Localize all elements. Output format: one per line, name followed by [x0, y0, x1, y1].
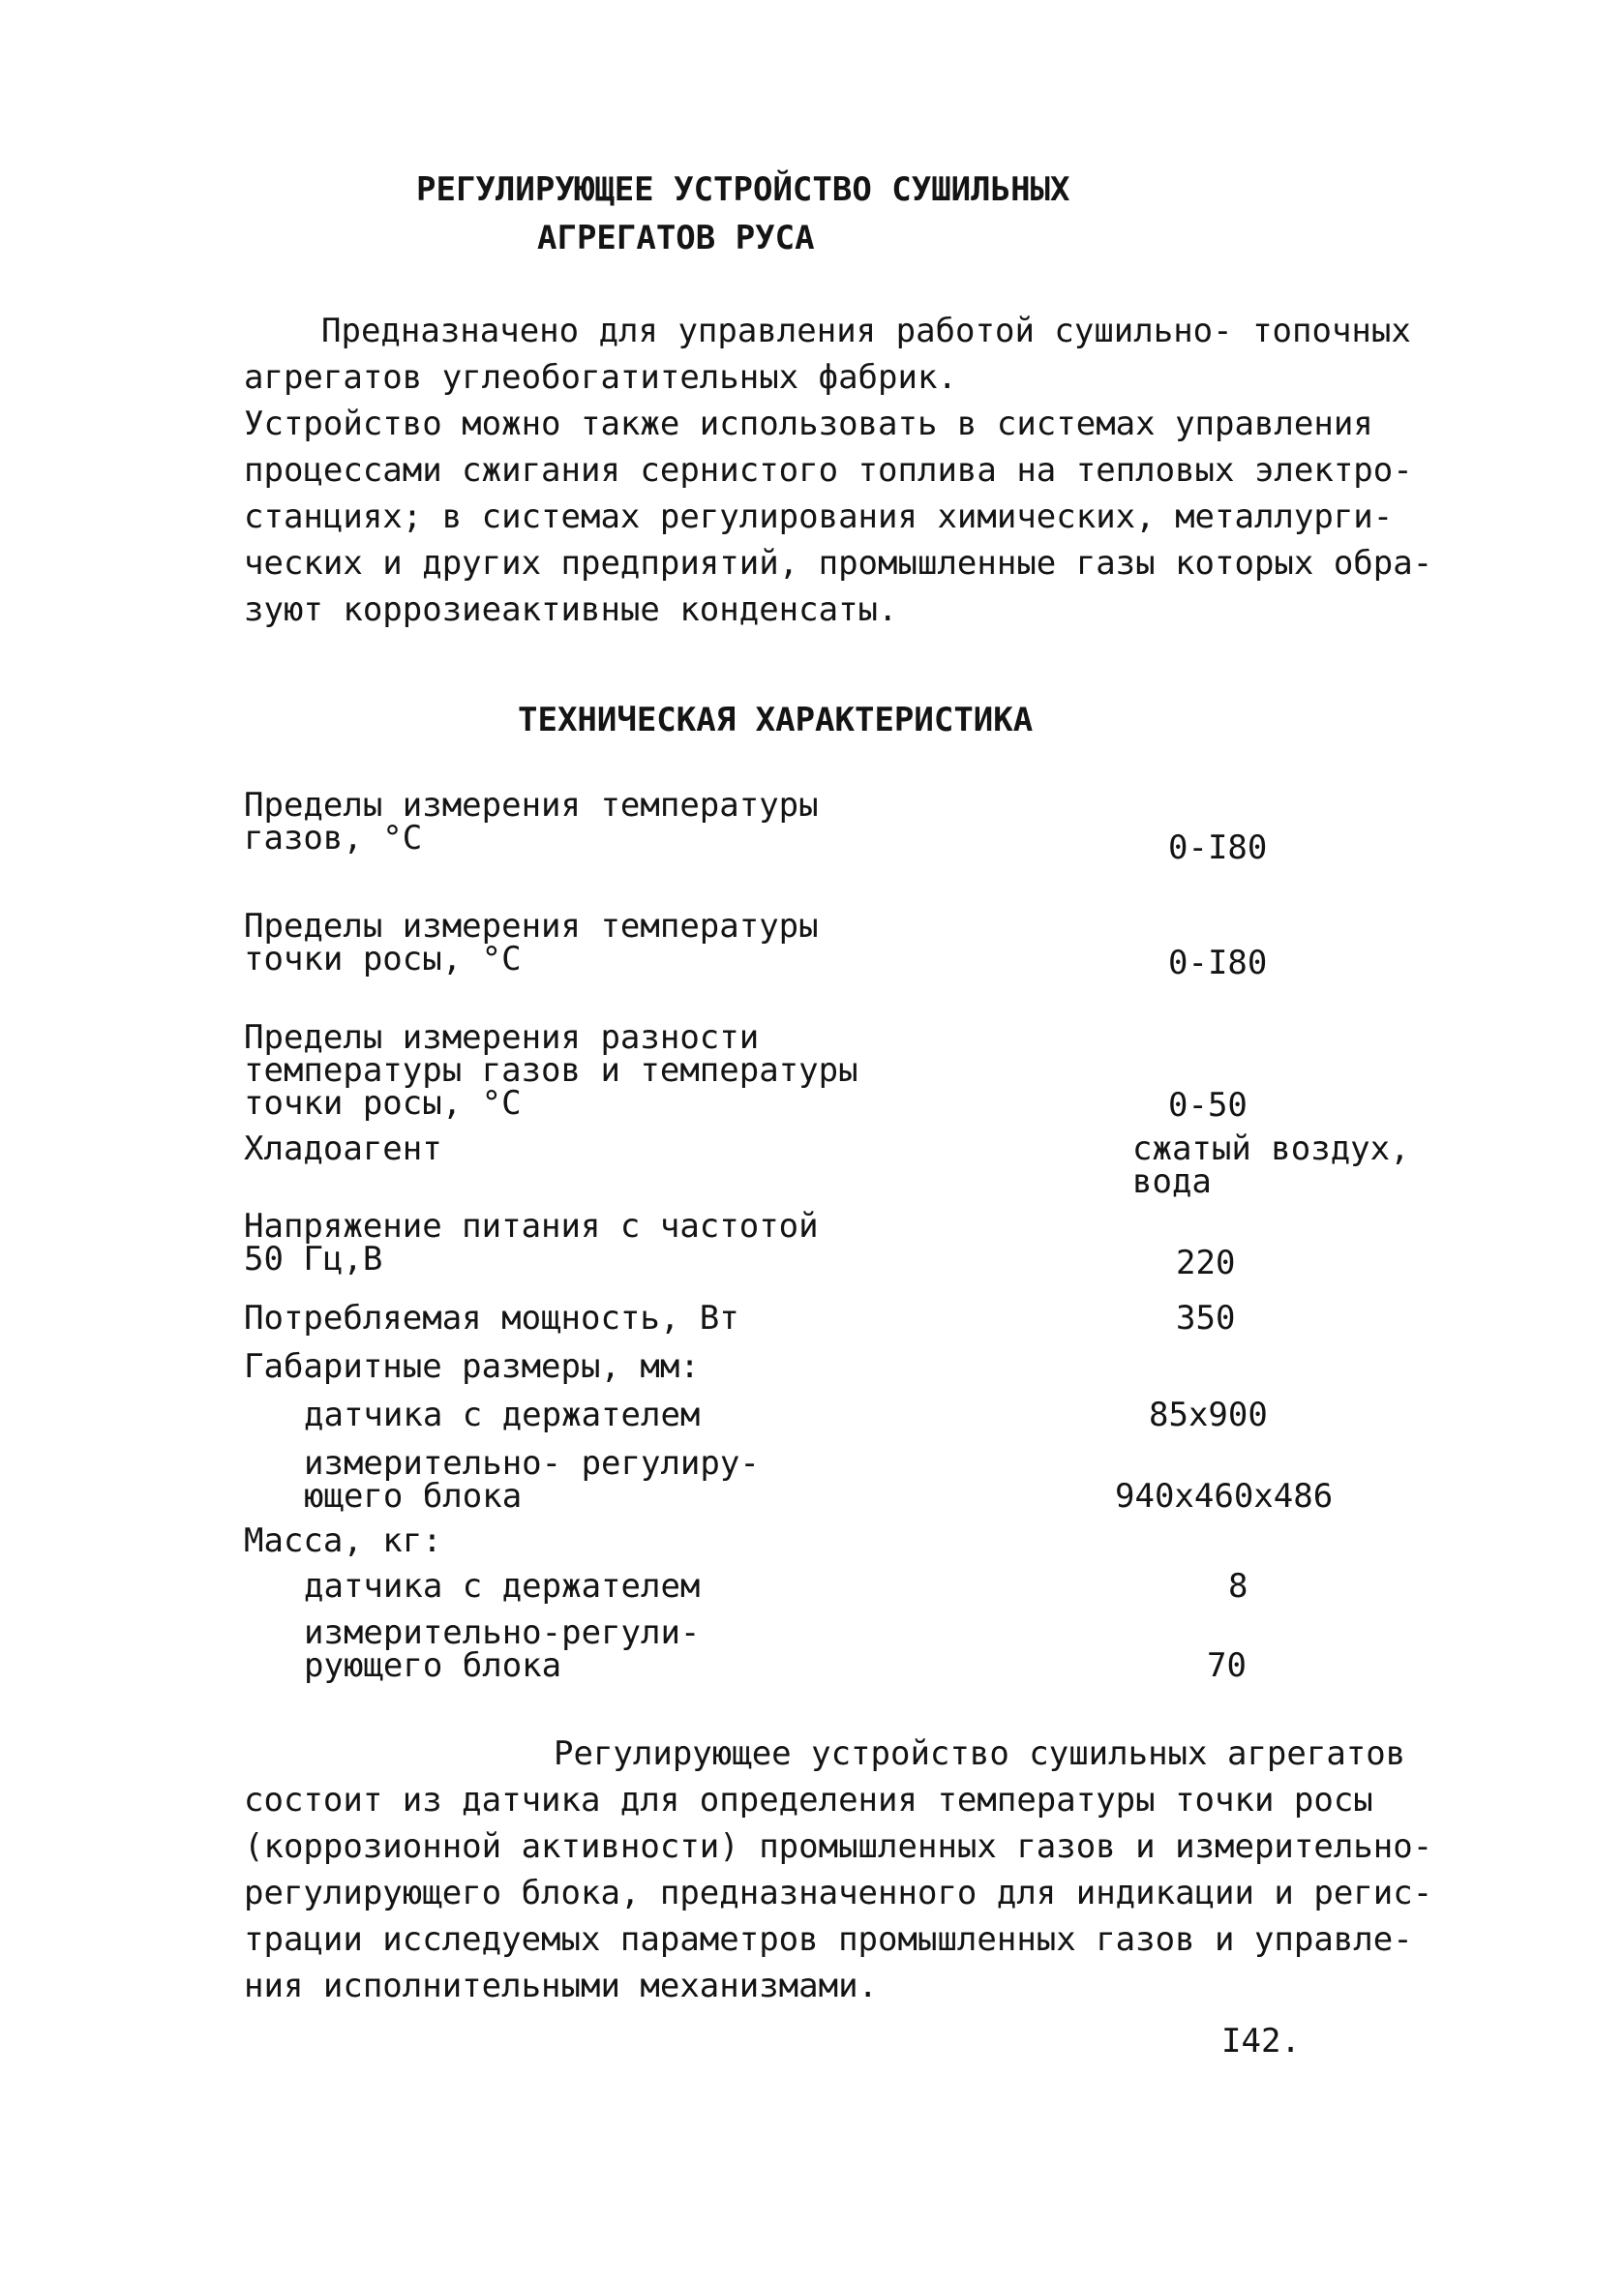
outro-line: Регулирующее устройство сушильных агрегатов	[554, 1734, 1406, 1773]
spec-value: 350	[1176, 1299, 1236, 1338]
outro-line: регулирующего блока, предназначенного для индикации и регис-	[244, 1874, 1433, 1912]
spec-value: 70	[1207, 1646, 1247, 1685]
outro-line: ния исполнительными механизмами.	[244, 1967, 879, 2005]
document-title-line-2: АГРЕГАТОВ РУСА	[537, 219, 815, 257]
spec-value: 0-I80	[1168, 944, 1268, 982]
intro-paragraph	[244, 308, 1434, 633]
intro-line: процессами сжигания сернистого топлива на тепловых электро-	[244, 451, 1413, 490]
spec-label: датчика с держателем	[304, 1396, 701, 1434]
intro-line: станциях; в системах регулирования химических, металлурги-	[244, 497, 1394, 536]
spec-value: 8	[1228, 1567, 1248, 1606]
intro-line: агрегатов углеобогатительных фабрик.	[244, 358, 957, 397]
spec-label: Хладоагент	[244, 1129, 442, 1168]
document-title-line-1: РЕГУЛИРУЮЩЕЕ УСТРОЙСТВО СУШИЛЬНЫХ	[416, 170, 1070, 209]
spec-value: сжатый воздух, вода	[1132, 1129, 1410, 1201]
spec-value: 85x900	[1149, 1396, 1268, 1434]
outro-paragraph	[244, 1730, 1434, 2009]
spec-value: 940x460x486	[1115, 1477, 1334, 1516]
intro-line: Устройство можно также использовать в системах управления	[244, 405, 1373, 443]
spec-value: 220	[1176, 1244, 1236, 1282]
spec-label: датчика с держателем	[304, 1567, 701, 1606]
spec-label: Напряжение питания с частотой 50 Гц,В	[244, 1207, 819, 1279]
outro-line: (коррозионной активности) промышленных газов и измерительно-	[244, 1827, 1433, 1866]
outro-line: трации исследуемых параметров промышленных газов и управле-	[244, 1920, 1413, 1959]
spec-label: измерительно- регулиру- ющего блока	[304, 1444, 760, 1516]
intro-line: зуют коррозиеактивные конденсаты.	[244, 590, 898, 629]
spec-label: Габаритные размеры, мм:	[244, 1347, 700, 1386]
page-number: I42.	[1221, 2022, 1301, 2061]
spec-label: Пределы измерения разности температуры газов и температуры точки росы, °С	[244, 1018, 858, 1123]
outro-line: состоит из датчика для определения температуры точки росы	[244, 1781, 1373, 1820]
intro-line: ческих и других предприятий, промышленные газы которых обра-	[244, 544, 1433, 583]
intro-line: Предназначено для управления работой сушильно- топочных	[321, 312, 1411, 350]
spec-label: Пределы измерения температуры точки росы, °С	[244, 907, 819, 978]
spec-label: Потребляемая мощность, Вт	[244, 1299, 739, 1338]
spec-value: 0-I80	[1168, 828, 1268, 867]
spec-label: измерительно-регули- рующего блока	[304, 1613, 701, 1685]
spec-value: 0-50	[1168, 1086, 1248, 1125]
spec-label: Масса, кг:	[244, 1521, 442, 1560]
spec-label: Пределы измерения температуры газов, °С	[244, 786, 819, 858]
specs-section-title: ТЕХНИЧЕСКАЯ ХАРАКТЕРИСТИКА	[518, 701, 1034, 739]
